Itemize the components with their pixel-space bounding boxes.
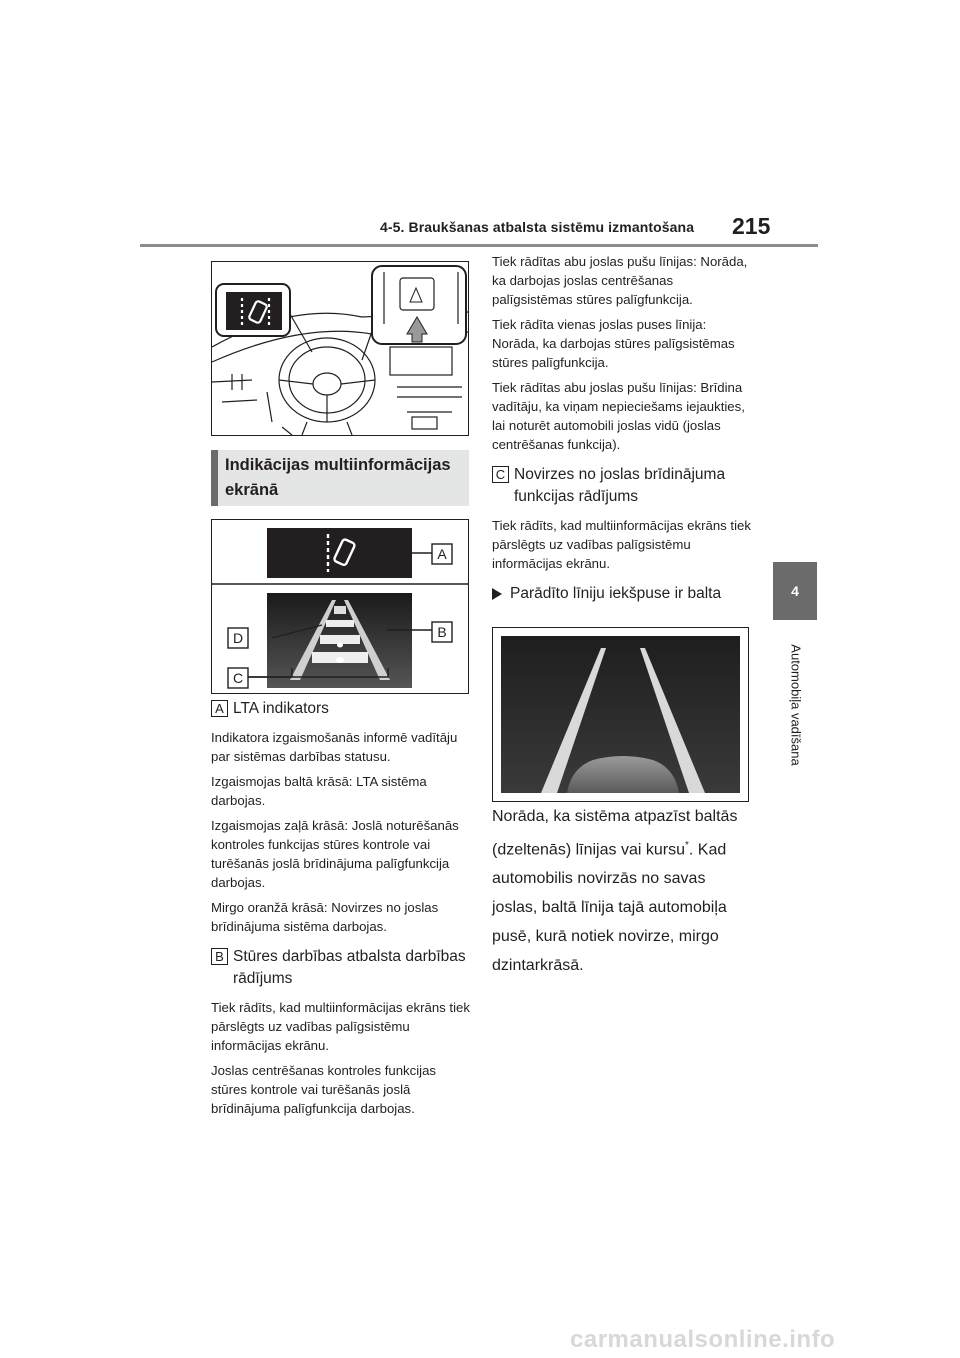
bullet-heading-text: Parādīto līniju iekšpuse ir balta [510,585,722,602]
triangle-bullet-icon [492,588,502,600]
footer-watermark: carmanualsonline.info [570,1326,836,1353]
paragraph: Tiek rādīta vienas joslas puses līnija: Norāda, ka darbojas stūres palīgsistēmas stūres palīgfunkcija. [492,317,735,370]
paragraph: Tiek rādītas abu joslas pušu līnijas: Brīdina vadītāju, ka viņam nepieciešams iejaukties, lai noturēt automobili joslas vidū (joslas centrēšanas funkcija). [492,380,745,452]
subheading-b [211,946,473,990]
footnote-marker: * [684,840,689,851]
subheading-a-text: LTA indikators [233,700,329,717]
section-heading [211,450,469,506]
bullet-heading [492,583,754,605]
paragraph: Izgaismojas baltā krāsā: LTA sistēma darbojas. [211,774,427,808]
dashboard-illustration [211,261,469,436]
subheading-c [492,464,754,508]
closing-paragraph [492,802,754,980]
paragraph: Joslas centrēšanas kontroles funkcijas stūres kontrole vai turēšanās joslā brīdinājuma palīgfunkcija darbojas. [211,1063,437,1116]
paragraph: Tiek rādīts, kad multiinformācijas ekrāns tiek pārslēgts uz vadības palīgsistēmu informācijas ekrānu. [211,1000,470,1053]
chapter-title-text: Automobiļa vadīšana [788,644,804,766]
subheading-c-text: Novirzes no joslas brīdinājuma funkcijas rādījums [514,466,726,505]
figure-label-c: C [232,670,244,686]
subheading-b-text: Stūres darbības atbalsta darbības rādījums [233,948,466,987]
paragraph: Izgaismojas zaļā krāsā: Joslā noturēšanās kontroles funkcijas stūres kontrole vai turēšanās joslā brīdinājuma palīgfunkcija darbojas. [211,818,459,890]
figure-label-d: D [232,630,244,646]
lane-display-figure [492,627,749,802]
figure-label-b: B [437,624,447,640]
paragraph: Tiek rādītas abu joslas pušu līnijas: Norāda, ka darbojas joslas centrēšanas palīgsistēmas stūres palīgfunkcija. [492,254,748,307]
section-heading-text: Indikācijas multiinformācijas ekrānā [225,456,451,499]
paragraph: Indikatora izgaismošanās informē vadītāju par sistēmas darbības statusu. [211,730,458,764]
mid-display-figure [211,519,469,694]
closing-text [492,802,754,980]
closing-text-2: . Kad automobilis novirzās no savas joslas, baltā līnija tajā automobiļa pusē, kurā notiek novirze, mirgo dzintarkrāsā. [492,841,727,975]
figure-label-a: A [437,546,447,562]
key-b: B [211,948,228,965]
key-c: C [492,466,509,483]
closing-text-1: Norāda, ka sistēma atpazīst baltās (dzeltenās) līnijas vai kursu [492,808,738,859]
subheading-a [211,698,473,720]
key-a: A [211,700,228,717]
chapter-title [784,632,808,778]
left-column [211,698,473,1124]
chapter-tab: 4 [773,562,817,620]
paragraph: Tiek rādīts, kad multiinformācijas ekrāns tiek pārslēgts uz vadības palīgsistēmu informācijas ekrānu. [492,518,751,571]
paragraph: Mirgo oranžā krāsā: Novirzes no joslas brīdinājuma sistēma darbojas. [211,900,439,934]
page-number: 215 [732,213,771,239]
header-section-title: 4-5. Braukšanas atbalsta sistēmu izmantošana [380,219,695,235]
right-column [492,252,754,613]
header-rule [140,244,818,247]
